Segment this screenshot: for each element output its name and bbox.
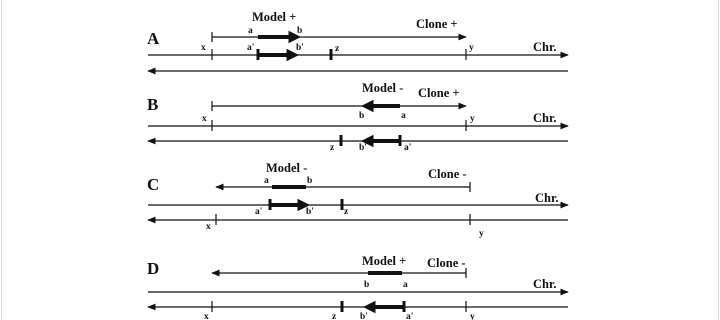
chr-label-d: Chr. [533, 277, 557, 291]
clone-label-b: Clone + [418, 86, 460, 100]
clone-label-d: Clone - [427, 256, 466, 270]
label-x-a: x [201, 43, 206, 53]
panel-d [147, 254, 568, 320]
label-b-prime-d: b' [360, 312, 368, 320]
chr-label-a: Chr. [533, 40, 557, 54]
label-a-d: a [403, 280, 408, 290]
label-a-prime-a: a' [247, 43, 255, 53]
panel-label-d: D [147, 259, 160, 278]
label-y-b: y [470, 114, 475, 124]
label-z-a: z [335, 44, 340, 54]
panel-label-c: C [147, 175, 160, 194]
model-label-b: Model - [362, 81, 404, 95]
label-a-c: a [264, 176, 269, 186]
clone-label-c: Clone - [428, 167, 467, 181]
label-b-b: b [359, 111, 365, 121]
label-z-c: z [344, 207, 349, 217]
label-a-b: a [401, 111, 406, 121]
label-y-c: y [479, 229, 484, 239]
label-b-a: b [297, 26, 303, 36]
label-x-b: x [202, 114, 207, 124]
model-label-c: Model - [266, 161, 308, 175]
label-b-c: b [307, 176, 313, 186]
panel-c [147, 161, 568, 239]
label-x-c: x [206, 222, 211, 232]
label-x-d: x [204, 312, 209, 320]
label-a-prime-d: a' [406, 312, 414, 320]
label-a-prime-b: a' [404, 143, 412, 153]
label-z-d: z [332, 312, 337, 320]
label-y-a: y [469, 43, 474, 53]
label-b-d: b [364, 280, 370, 290]
label-b-prime-c: b' [306, 207, 314, 217]
label-y-d: y [470, 312, 475, 320]
panel-label-b: B [147, 95, 159, 114]
label-z-b: z [330, 143, 335, 153]
panel-b [147, 81, 568, 153]
chr-label-b: Chr. [533, 111, 557, 125]
model-label-a: Model + [252, 10, 297, 24]
panel-label-a: A [147, 29, 160, 48]
panel-a [147, 10, 568, 71]
label-b-prime-b: b' [359, 143, 367, 153]
label-a-a: a [248, 26, 253, 36]
label-b-prime-a: b' [296, 43, 304, 53]
model-label-d: Model + [362, 254, 407, 268]
clone-label-a: Clone + [416, 17, 458, 31]
label-a-prime-c: a' [255, 207, 263, 217]
chr-label-c: Chr. [535, 191, 559, 205]
